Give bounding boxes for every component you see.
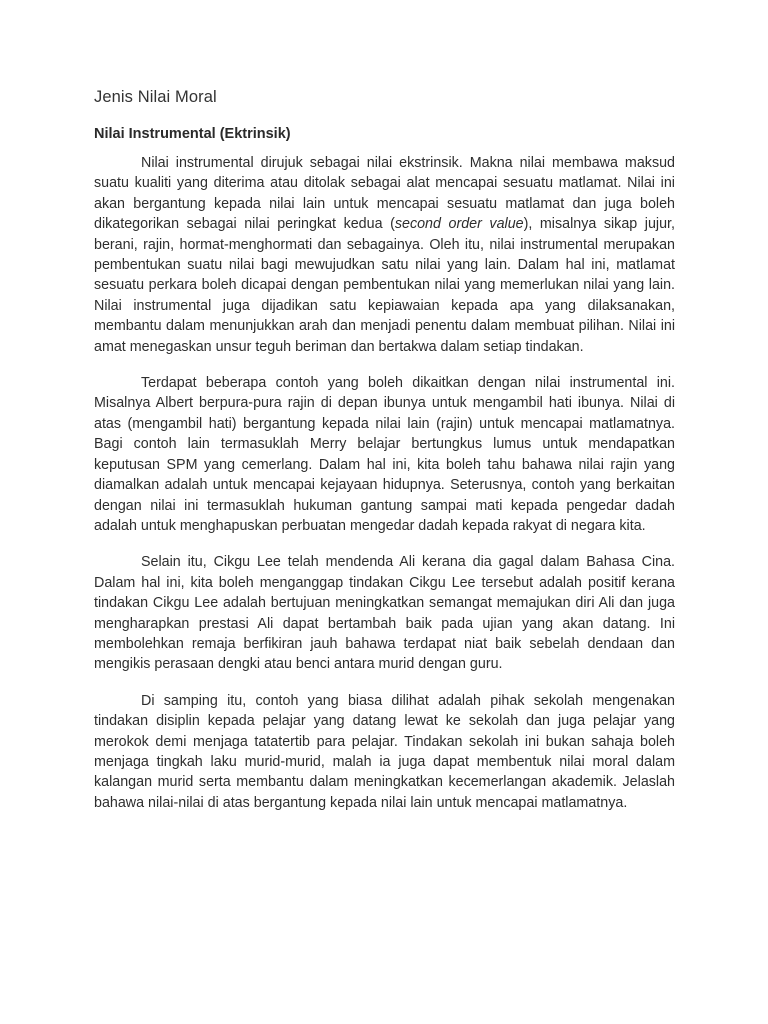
- section-heading: Nilai Instrumental (Ektrinsik): [94, 126, 291, 142]
- paragraph-2: Terdapat beberapa contoh yang boleh dikaitkan dengan nilai instrumental ini. Misalnya Albert berpura-pura rajin di depan ibunya untuk mengambil hati ibunya. Nilai di atas (mengambil hati) bergantung kepada nilai lain (rajin) untuk mencapai matlamatnya. Bagi contoh lain termasuklah Merry belajar bertungkus lumus untuk mendapatkan keputusan SPM yang cemerlang. Dalam hal ini, kita boleh tahu bahawa nilai rajin yang diamalkan adalah untuk mencapai kejayaan hidupnya. Seterusnya, contoh yang berkaitan dengan nilai ini termasuklah hukuman gantung sampai mati kepada pengedar dadah adalah untuk menghapuskan perbuatan mengedar dadah kepada rakyat di negara kita.: [94, 375, 675, 534]
- paragraph-1-italic-term: second order value: [394, 216, 524, 233]
- document-page: [94, 84, 675, 829]
- paragraph-1-text-before: Nilai instrumental dirujuk sebagai nilai ekstrinsik. Makna nilai membawa maksud suatu kualiti yang diterima atau ditolak sebagai alat mencapai sesuatu matlamat. Nilai ini akan bergantung kepada nilai lain untuk mencapai sesuatu matlamat dan juga boleh dikategorikan sebagai nilai peringkat kedua (: [94, 155, 675, 233]
- paragraph-3: Selain itu, Cikgu Lee telah mendenda Ali kerana dia gagal dalam Bahasa Cina. Dalam hal ini, kita boleh menganggap tindakan Cikgu Lee tersebut adalah positif kerana tindakan Cikgu Lee adalah bertujuan meningkatkan semangat memajukan diri Ali dan juga mengharapkan prestasi Ali dapat bertambah baik pada ujian yang akan datang. Ini membolehkan remaja berfikiran jauh bahawa terdapat niat baik sebelah dendaan dan mengikis perasaan dengki atau benci antara murid dengan guru.: [94, 554, 675, 673]
- paragraph-4: Di samping itu, contoh yang biasa dilihat adalah pihak sekolah mengenakan tindakan disiplin kepada pelajar yang datang lewat ke sekolah dan juga pelajar yang merokok demi menjaga tatatertib para pelajar. Tindakan sekolah ini bukan sahaja boleh menjaga tingkah laku murid-murid, malah ia juga dapat membentuk nilai moral dalam kalangan murid serta membantu dalam meningkatkan kecemerlangan akademik. Jelaslah bahawa nilai-nilai di atas bergantung kepada nilai lain untuk mencapai matlamatnya.: [94, 692, 675, 811]
- paragraph-1-text-after: ), misalnya sikap jujur, berani, rajin, hormat-menghormati dan sebagainya. Oleh itu, nilai instrumental merupakan pembentukan suatu nilai bagi mewujudkan satu nilai yang lain. Dalam hal ini, matlamat sesuatu perkara boleh dicapai dengan pembentukan nilai yang memerlukan nilai yang lain. Nilai instrumental juga dijadikan satu kepiawaian kepada apa yang dilaksanakan, membantu dalam menunjukkan arah dan menjadi penentu dalam membuat pilihan. Nilai ini amat menegaskan unsur teguh beriman dan bertakwa dalam setiap tindakan.: [94, 216, 675, 355]
- paragraph-1: [94, 153, 675, 357]
- document-title: Jenis Nilai Moral: [94, 88, 217, 106]
